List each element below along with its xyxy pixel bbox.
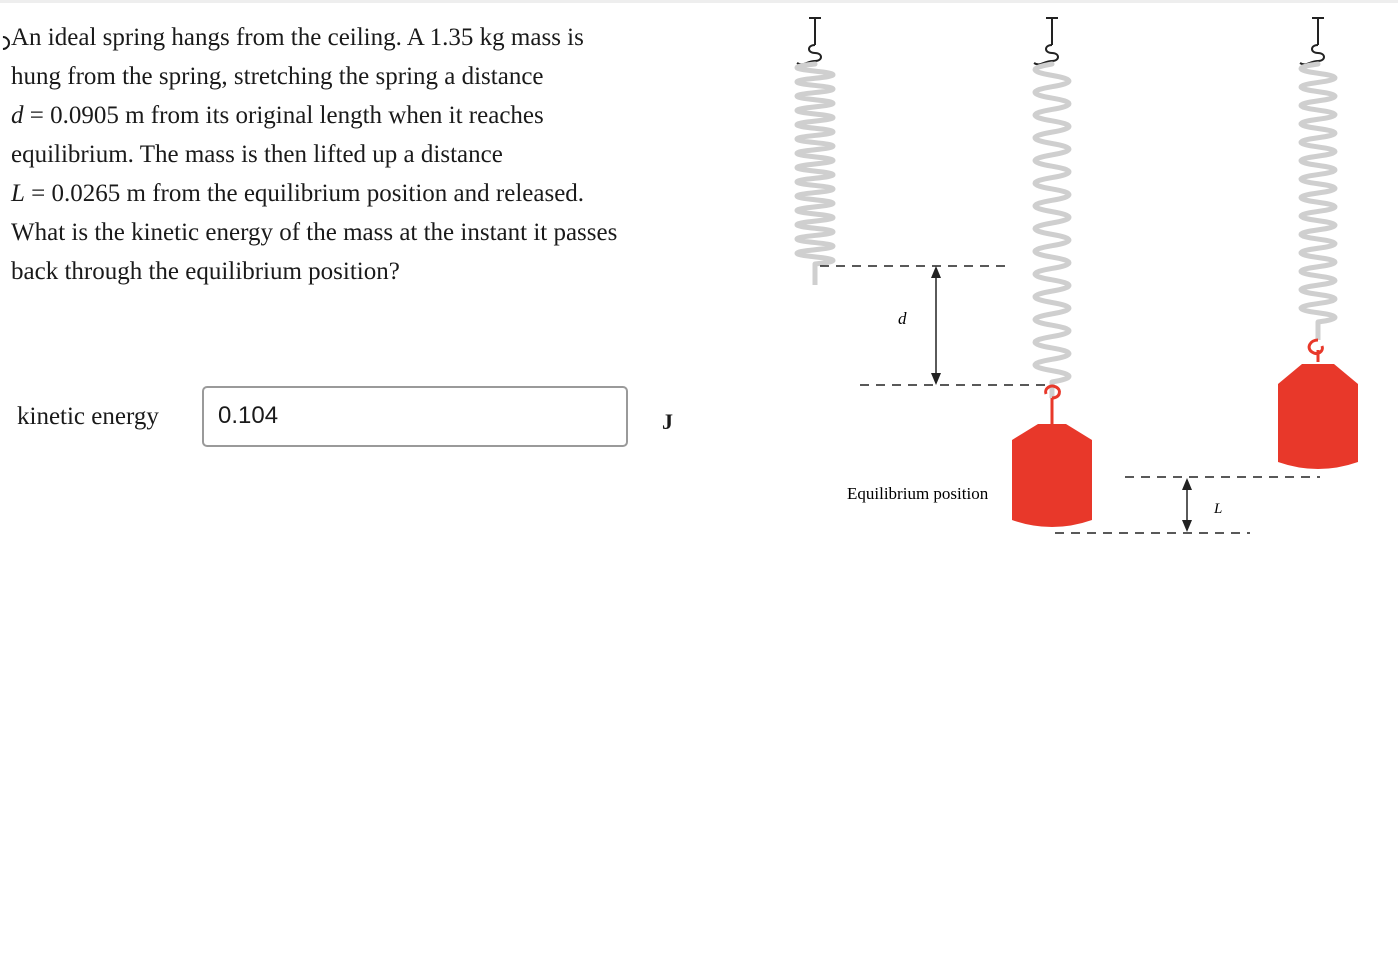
spring-lifted bbox=[1278, 18, 1358, 469]
l-dimension bbox=[1055, 477, 1320, 533]
question-line-7: back through the equilibrium position? bbox=[11, 258, 400, 285]
l-arrow-up-icon bbox=[1182, 478, 1192, 490]
top-hook-icon-1 bbox=[797, 45, 821, 64]
coil-3 bbox=[1301, 64, 1335, 322]
spring-diagram bbox=[760, 0, 1380, 560]
spring-equilibrium bbox=[1012, 18, 1092, 527]
question-line-2: hung from the spring, stretching the spring a distance bbox=[11, 63, 544, 90]
spring-unstretched bbox=[797, 18, 833, 285]
top-hook-icon-3 bbox=[1300, 45, 1324, 64]
mass-block-2 bbox=[1012, 424, 1092, 527]
unit-label: J bbox=[662, 409, 673, 434]
variable-d: d bbox=[11, 102, 24, 129]
answer-field-box[interactable] bbox=[202, 386, 628, 447]
question-line-5: L = 0.0265 m from the equilibrium position and released. bbox=[11, 180, 585, 207]
question-line-1: An ideal spring hangs from the ceiling. A 1.35 kg mass is bbox=[11, 24, 584, 51]
answer-label: kinetic energy bbox=[17, 403, 159, 430]
mass-hook-icon-3 bbox=[1309, 340, 1322, 362]
coil-1 bbox=[797, 64, 833, 264]
d-arrow-up-icon bbox=[931, 266, 941, 278]
question-line-4: equilibrium. The mass is then lifted up a distance bbox=[11, 141, 503, 168]
mass-block-3 bbox=[1278, 364, 1358, 469]
d-arrow-down-icon bbox=[931, 373, 941, 385]
d-label: d bbox=[898, 309, 907, 328]
top-hook-icon-2 bbox=[1034, 45, 1058, 64]
equilibrium-label: Equilibrium position bbox=[847, 484, 989, 503]
question-line-3: d = 0.0905 m from its original length when it reaches bbox=[11, 102, 544, 129]
variable-l: L bbox=[11, 180, 25, 207]
coil-2 bbox=[1035, 64, 1069, 382]
question-text bbox=[11, 18, 681, 291]
l-label: L bbox=[1214, 501, 1223, 517]
kinetic-energy-input[interactable] bbox=[218, 400, 608, 432]
question-line-6: What is the kinetic energy of the mass at the instant it passes bbox=[11, 219, 618, 246]
d-dimension bbox=[820, 266, 1050, 385]
l-arrow-down-icon bbox=[1182, 520, 1192, 532]
